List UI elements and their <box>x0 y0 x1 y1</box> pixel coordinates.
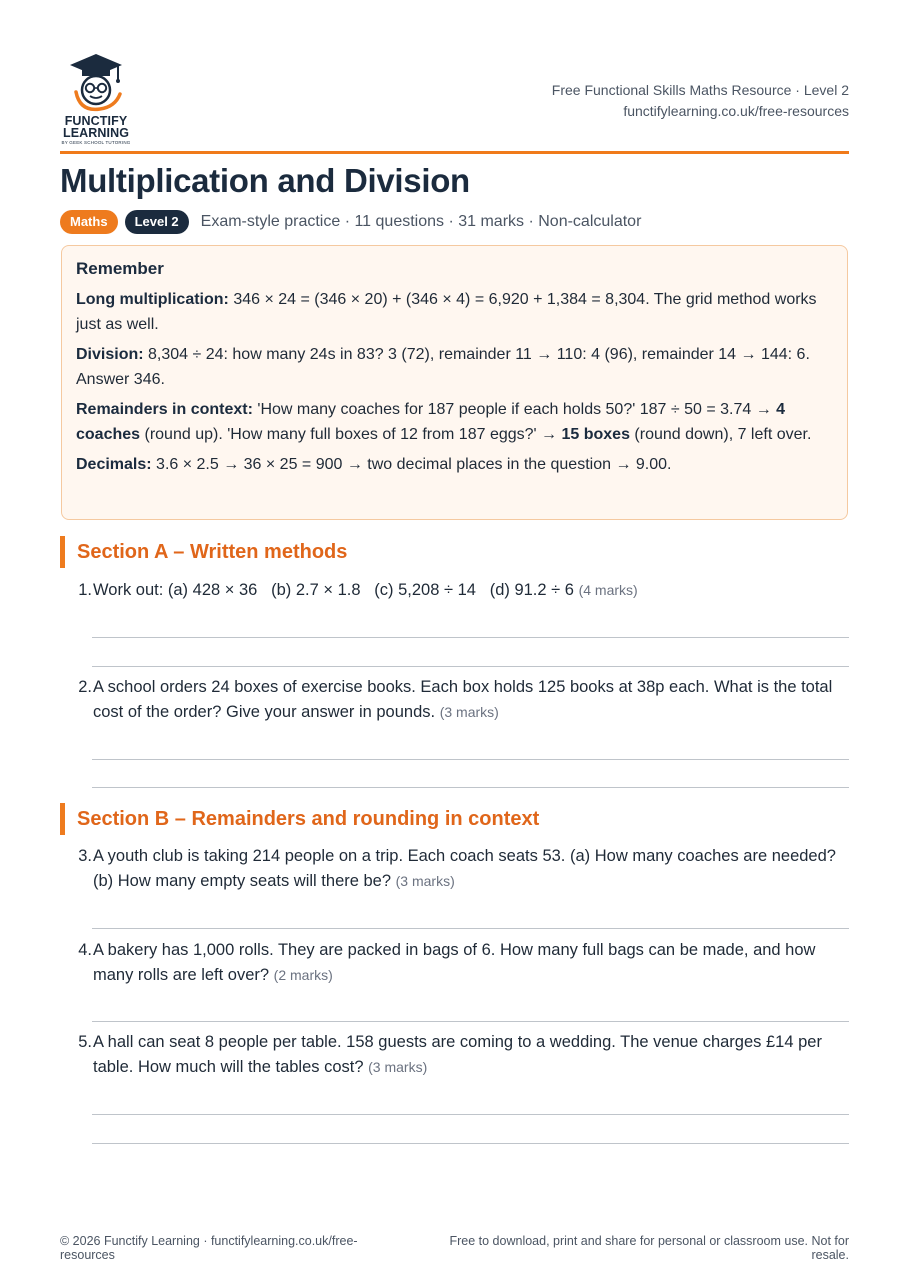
meta-summary: Exam-style practice · 11 questions · 31 marks · Non-calculator <box>200 213 642 230</box>
header-divider <box>60 151 849 154</box>
footer-copyright: © 2026 Functify Learning · functifylearning.co.uk/free-resources <box>60 1234 358 1262</box>
footer-licence: Free to download, print and share for personal or classroom use. Not for resale. <box>449 1234 849 1262</box>
page-title: Multiplication and Division <box>60 162 470 199</box>
remember-label: Division: <box>76 346 144 363</box>
question-text <box>93 844 850 893</box>
question-2 <box>70 675 850 724</box>
remember-item-decimals <box>76 453 833 478</box>
question-text <box>93 675 850 724</box>
meta-row <box>60 210 641 234</box>
header-info <box>552 80 849 122</box>
remember-heading: Remember <box>76 259 164 278</box>
question-body: Work out: (a) 428 × 36 (b) 2.7 × 1.8 (c) 5,208 ÷ 14 (d) 91.2 ÷ 6 <box>93 581 574 599</box>
remember-text: (round up). 'How many full boxes of 12 from 187 eggs?' → <box>140 425 562 443</box>
remember-text: 'How many coaches for 187 people if each holds 50?' 187 ÷ 50 = 3.74 → <box>252 401 777 418</box>
section-b-heading: Section B – Remainders and rounding in context <box>60 803 539 835</box>
question-marks: (3 marks) <box>368 1058 428 1075</box>
graduate-mascot-icon <box>60 52 132 116</box>
question-1 <box>70 578 850 603</box>
question-number: 1. <box>78 581 92 599</box>
question-number: 2. <box>78 678 92 696</box>
functify-logo <box>60 52 132 148</box>
question-marks: (3 marks) <box>395 872 455 889</box>
answer-line[interactable] <box>92 759 849 760</box>
logo-tagline: BY GEEK SCHOOL TUTORING <box>61 140 131 145</box>
question-number: 3. <box>78 847 92 865</box>
remember-box <box>61 245 848 520</box>
remember-item-remainders <box>76 398 833 447</box>
remember-item-long-multiplication <box>76 288 833 337</box>
question-number: 4. <box>78 941 92 959</box>
answer-line[interactable] <box>92 637 849 638</box>
remember-label: Decimals: <box>76 456 152 473</box>
question-text <box>93 1030 850 1079</box>
remember-text: 3.6 × 2.5 → 36 × 25 = 900 → two decimal places in the question → 9.00. <box>151 456 672 473</box>
question-body: A youth club is taking 214 people on a trip. Each coach seats 53. (a) How many coaches are needed? (b) How many empty seats will there be? <box>93 847 836 890</box>
question-body: A bakery has 1,000 rolls. They are packed in bags of 6. How many full bags can be made, and how many rolls are left over? <box>93 941 816 984</box>
remember-label: Long multiplication: <box>76 291 229 308</box>
answer-line[interactable] <box>92 666 849 667</box>
level-badge: Level 2 <box>125 210 189 234</box>
question-marks: (3 marks) <box>439 703 499 720</box>
question-text <box>93 578 850 603</box>
resource-line: Free Functional Skills Maths Resource · Level 2 <box>551 82 849 98</box>
question-text <box>93 938 850 987</box>
question-4 <box>70 938 850 987</box>
remember-label: Remainders in context: <box>76 401 253 418</box>
header-url: functifylearning.co.uk/free-resources <box>623 103 849 119</box>
logo-text-functify: FUNCTIFY <box>64 114 128 128</box>
subject-badge: Maths <box>60 210 118 234</box>
section-a-heading: Section A – Written methods <box>60 536 347 568</box>
logo-text-learning: LEARNING <box>62 126 130 140</box>
question-number: 5. <box>78 1033 92 1051</box>
answer-line[interactable] <box>92 1143 849 1144</box>
question-body: A hall can seat 8 people per table. 158 guests are coming to a wedding. The venue charges £14 per table. How much will the tables cost? <box>93 1033 822 1076</box>
question-5 <box>70 1030 850 1079</box>
remember-text: 346 × 24 = (346 × 20) + (346 × 4) = 6,920 + 1,384 = 8,304. The grid method works just as well. <box>76 291 817 333</box>
question-body: A school orders 24 boxes of exercise books. Each box holds 125 books at 38p each. What is the total cost of the order? Give your answer in pounds. <box>93 678 833 721</box>
remember-item-division <box>76 343 833 392</box>
question-3 <box>70 844 850 893</box>
question-marks: (2 marks) <box>273 966 333 983</box>
answer-line[interactable] <box>92 928 849 929</box>
remember-text: (round down), 7 left over. <box>629 425 812 443</box>
answer-line[interactable] <box>92 787 849 788</box>
remember-text: 8,304 ÷ 24: how many 24s in 83? 3 (72), remainder 11 → 110: 4 (96), remainder 14 → 144: 6. Answer 346. <box>76 346 810 388</box>
remember-bold: 4 coaches <box>76 401 786 443</box>
remember-bold: 15 boxes <box>561 425 630 443</box>
answer-line[interactable] <box>92 1021 849 1022</box>
question-marks: (4 marks) <box>578 582 638 598</box>
answer-line[interactable] <box>92 1114 849 1115</box>
